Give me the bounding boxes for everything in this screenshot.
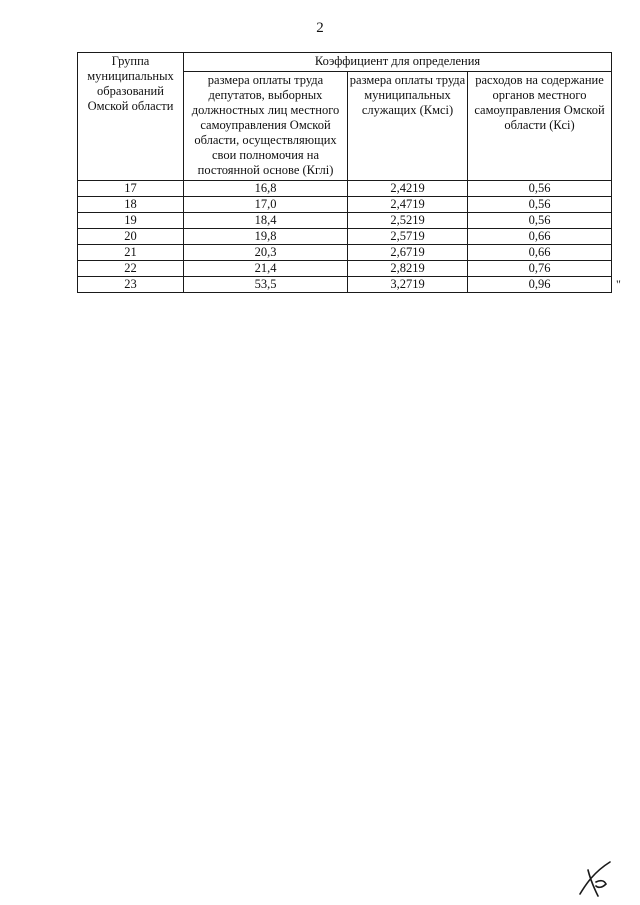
kms-cell: 2,5719 bbox=[348, 229, 468, 245]
table-body bbox=[78, 181, 612, 293]
table-row bbox=[78, 277, 612, 293]
header-kgl: размера оплаты труда депутатов, выборных должностных лиц местного самоуправления Омской области, осуществляющих свои полномочия на постоянной основе (Кглi) bbox=[184, 72, 348, 181]
group-cell: 20 bbox=[78, 229, 184, 245]
kgl-cell: 20,3 bbox=[184, 245, 348, 261]
header-row-1 bbox=[78, 53, 612, 72]
header-kms: размера оплаты труда муниципальных служащих (Кмсi) bbox=[348, 72, 468, 181]
kgl-cell: 17,0 bbox=[184, 197, 348, 213]
ks-cell: 0,56 bbox=[468, 213, 612, 229]
table-row bbox=[78, 197, 612, 213]
kms-cell: 2,5219 bbox=[348, 213, 468, 229]
coef-header: Коэффициент для определения bbox=[184, 53, 612, 72]
kms-cell: 2,8219 bbox=[348, 261, 468, 277]
group-cell: 17 bbox=[78, 181, 184, 197]
kgl-cell: 16,8 bbox=[184, 181, 348, 197]
ks-cell: 0,66 bbox=[468, 229, 612, 245]
ks-cell: 0,56 bbox=[468, 197, 612, 213]
kms-cell: 2,6719 bbox=[348, 245, 468, 261]
group-cell: 22 bbox=[78, 261, 184, 277]
coefficient-table bbox=[77, 52, 612, 293]
closing-quote-mark: " bbox=[616, 277, 621, 291]
kgl-cell: 21,4 bbox=[184, 261, 348, 277]
table-header bbox=[78, 53, 612, 181]
kgl-cell: 18,4 bbox=[184, 213, 348, 229]
kms-cell: 2,4219 bbox=[348, 181, 468, 197]
page-number: 2 bbox=[316, 20, 324, 36]
ks-cell: 0,96 bbox=[468, 277, 612, 293]
kgl-cell: 53,5 bbox=[184, 277, 348, 293]
ks-cell: 0,66 bbox=[468, 245, 612, 261]
table-row bbox=[78, 181, 612, 197]
group-cell: 19 bbox=[78, 213, 184, 229]
ks-cell: 0,76 bbox=[468, 261, 612, 277]
group-cell: 21 bbox=[78, 245, 184, 261]
signature-mark-icon bbox=[574, 858, 614, 898]
kms-cell: 2,4719 bbox=[348, 197, 468, 213]
group-cell: 23 bbox=[78, 277, 184, 293]
ks-cell: 0,56 bbox=[468, 181, 612, 197]
header-ks: расходов на содержание органов местного самоуправления Омской области (Ксi) bbox=[468, 72, 612, 181]
table-row bbox=[78, 213, 612, 229]
table-row bbox=[78, 261, 612, 277]
group-header: Группа муниципальных образований Омской области bbox=[78, 53, 184, 181]
kgl-cell: 19,8 bbox=[184, 229, 348, 245]
group-cell: 18 bbox=[78, 197, 184, 213]
table-row bbox=[78, 245, 612, 261]
kms-cell: 3,2719 bbox=[348, 277, 468, 293]
table-row bbox=[78, 229, 612, 245]
